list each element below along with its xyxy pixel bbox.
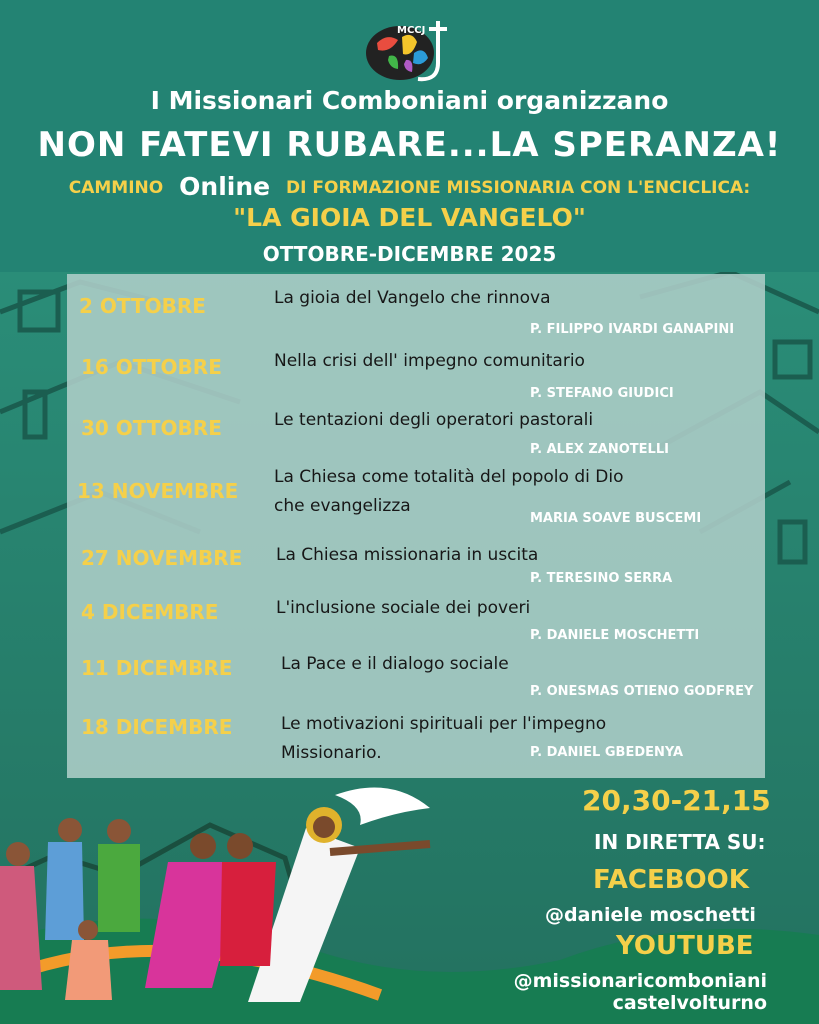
- event-topic: La gioia del Vangelo che rinnova: [274, 288, 551, 308]
- online-label: Online: [179, 172, 271, 201]
- schedule-panel: [67, 274, 765, 778]
- event-speaker: MARIA SOAVE BUSCEMI: [530, 511, 702, 526]
- encyclical-title: "LA GIOIA DEL VANGELO": [233, 203, 586, 232]
- event-topic: La Chiesa come totalità del popolo di Dio che evangelizza: [274, 467, 624, 516]
- event-speaker: P. DANIELE MOSCHETTI: [530, 628, 700, 643]
- event-date: 13 NOVEMBRE: [77, 479, 239, 503]
- event-date: 30 OTTOBRE: [81, 416, 222, 440]
- time-range: 20,30-21,15: [582, 784, 771, 817]
- event-topic: Le tentazioni degli operatori pastorali: [274, 410, 594, 430]
- event-date: 16 OTTOBRE: [81, 355, 222, 379]
- event-speaker: P. ALEX ZANOTELLI: [530, 442, 669, 457]
- logo-text: MCCJ: [397, 25, 426, 36]
- facebook-label: FACEBOOK: [593, 865, 749, 895]
- subtitle-suffix: DI FORMAZIONE MISSIONARIA CON L'ENCICLICA:: [286, 178, 751, 198]
- event-topic: Nella crisi dell' impegno comunitario: [274, 351, 585, 371]
- live-label: IN DIRETTA SU:: [594, 830, 766, 854]
- event-speaker: P. DANIEL GBEDENYA: [530, 745, 684, 760]
- subtitle-prefix: CAMMINO: [68, 178, 164, 198]
- event-speaker: P. TERESINO SERRA: [530, 571, 673, 586]
- event-date: 11 DICEMBRE: [81, 656, 233, 680]
- event-date: 4 DICEMBRE: [81, 600, 219, 624]
- mccj-logo: [362, 15, 457, 85]
- main-title: NON FATEVI RUBARE...LA SPERANZA!: [37, 125, 782, 165]
- event-date: 18 DICEMBRE: [81, 715, 233, 739]
- subtitle: [0, 172, 819, 201]
- youtube-label: YOUTUBE: [616, 931, 754, 961]
- event-speaker: P. FILIPPO IVARDI GANAPINI: [530, 322, 735, 337]
- event-speaker: P. ONESMAS OTIENO GODFREY: [530, 684, 754, 699]
- event-topic: Le motivazioni spirituali per l'impegno Missionario.: [281, 714, 607, 763]
- event-date: 2 OTTOBRE: [79, 294, 206, 318]
- event-topic: La Pace e il dialogo sociale: [281, 654, 509, 674]
- youtube-handle-line-2: castelvolturno: [612, 992, 767, 1014]
- period: OTTOBRE-DICEMBRE 2025: [262, 242, 557, 266]
- organizer-line: I Missionari Comboniani organizzano: [150, 86, 669, 115]
- event-speaker: P. STEFANO GIUDICI: [530, 386, 674, 401]
- event-topic: La Chiesa missionaria in uscita: [276, 545, 539, 565]
- facebook-handle: @daniele moschetti: [545, 904, 756, 926]
- event-date: 27 NOVEMBRE: [81, 546, 243, 570]
- youtube-handle: [497, 970, 767, 1014]
- event-topic: L'inclusione sociale dei poveri: [276, 598, 531, 618]
- youtube-handle-line-1: @missionaricomboniani: [513, 970, 767, 992]
